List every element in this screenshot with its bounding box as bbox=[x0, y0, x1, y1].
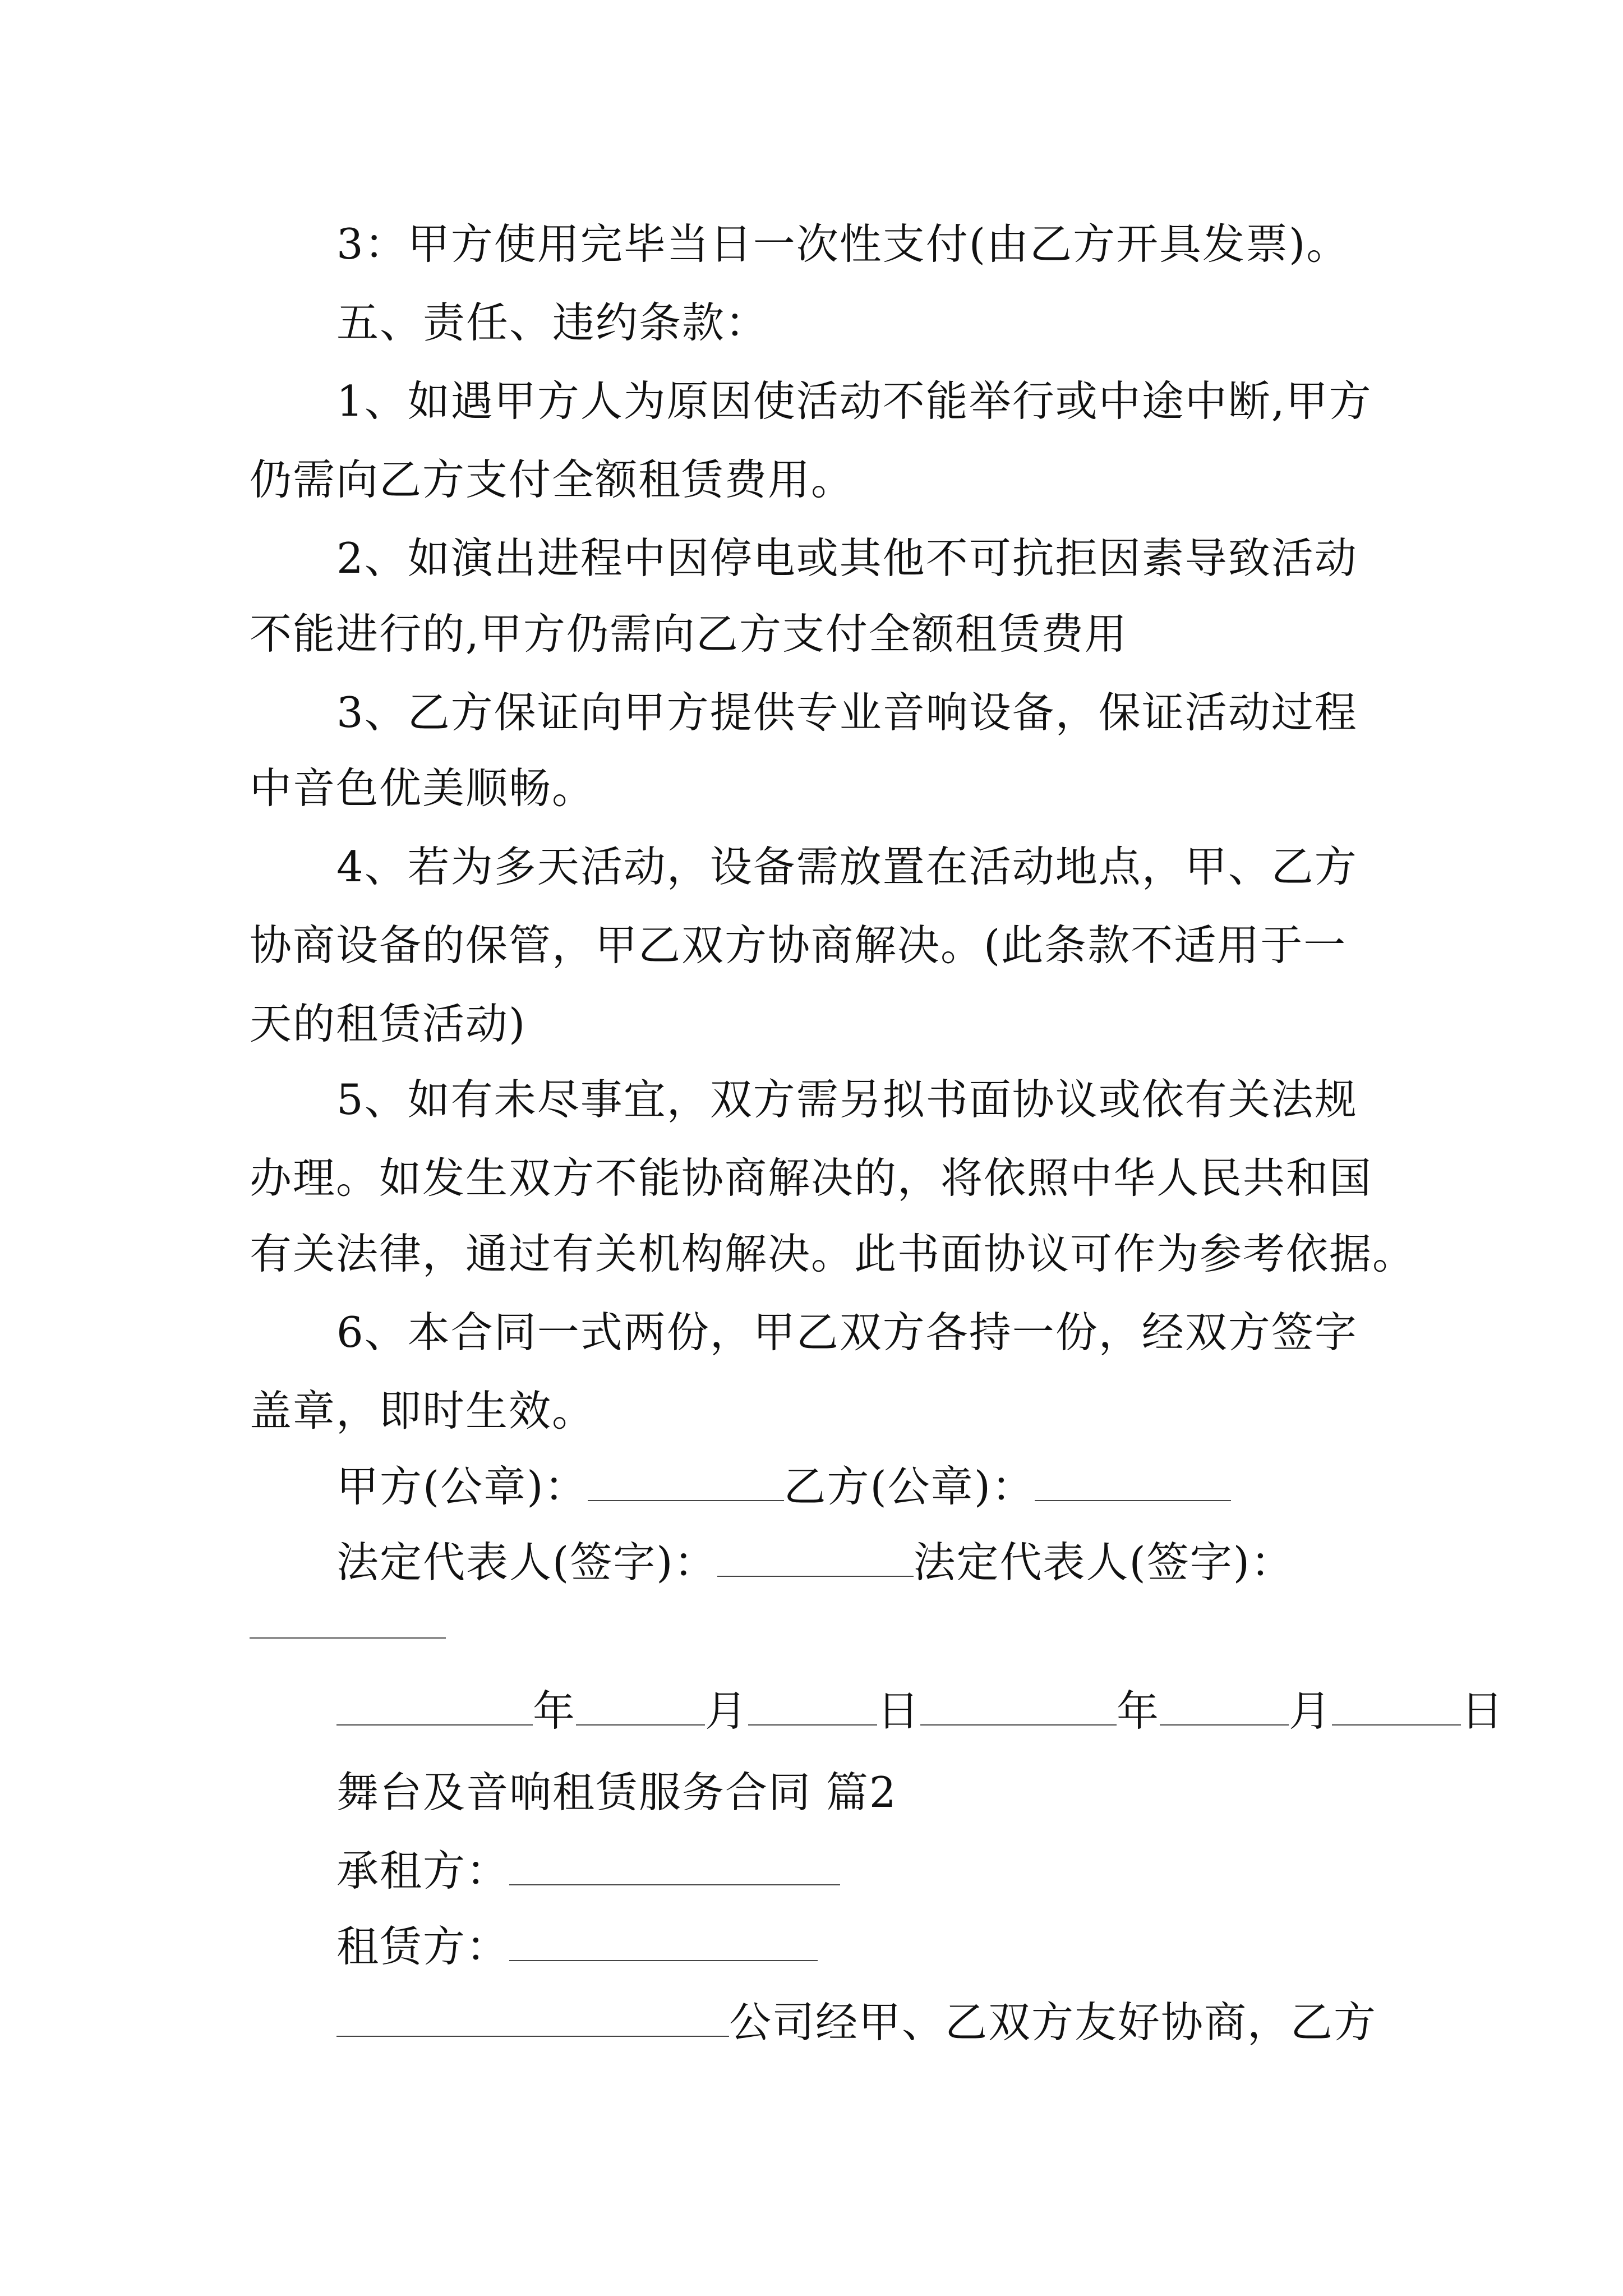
date-a-day-blank[interactable] bbox=[748, 1685, 877, 1726]
date-b-day-label: 日 bbox=[1461, 1686, 1505, 1736]
date-a-month-blank[interactable] bbox=[576, 1685, 705, 1726]
lessee-blank[interactable] bbox=[509, 1845, 840, 1885]
lessee-line bbox=[336, 1843, 840, 1899]
clause-6-line-1: 6、本合同一式两份，甲乙双方各持一份，经双方签字 bbox=[336, 1308, 1358, 1357]
clause-1-line-1: 1、如遇甲方人为原因使活动不能举行或中途中断,甲方 bbox=[336, 376, 1372, 426]
clause-4-line-2: 协商设备的保管，甲乙双方协商解决。(此条款不适用于一 bbox=[250, 921, 1347, 970]
date-b-month-blank[interactable] bbox=[1160, 1685, 1289, 1726]
party-b-seal-label: 乙方(公章)： bbox=[783, 1462, 1035, 1511]
lessor-blank[interactable] bbox=[509, 1921, 818, 1961]
rep-b-blank[interactable] bbox=[250, 1598, 446, 1639]
clause-5-line-2: 办理。如发生双方不能协商解决的，将依照中华人民共和国 bbox=[250, 1153, 1373, 1203]
date-b-year-blank[interactable] bbox=[920, 1685, 1117, 1726]
lessee-label: 承租方： bbox=[336, 1846, 510, 1895]
date-b-month-label: 月 bbox=[1289, 1686, 1332, 1736]
contract-2-intro-text: 公司经甲、乙双方友好协商，乙方 bbox=[729, 1998, 1377, 2047]
rep-b-label: 法定代表人(签字)： bbox=[913, 1538, 1294, 1587]
clause-5-line-1: 5、如有未尽事宜，双方需另拟书面协议或依有关法规 bbox=[336, 1075, 1358, 1124]
date-b-year-label: 年 bbox=[1117, 1686, 1160, 1736]
clause-4-line-1: 4、若为多天活动，设备需放置在活动地点，甲、乙方 bbox=[336, 842, 1358, 891]
clause-3-line-1: 3、乙方保证向甲方提供专业音响设备，保证活动过程 bbox=[336, 688, 1358, 737]
rep-a-label: 法定代表人(签字)： bbox=[336, 1538, 717, 1587]
payment-item-3: 3：甲方使用完毕当日一次性支付(由乙方开具发票)。 bbox=[336, 219, 1350, 269]
date-b-day-blank[interactable] bbox=[1332, 1685, 1461, 1726]
section-heading: 五、责任、违约条款： bbox=[336, 298, 769, 347]
party-b-seal-blank[interactable] bbox=[1035, 1461, 1231, 1501]
rep-b-line bbox=[250, 1596, 446, 1652]
date-a-year-blank[interactable] bbox=[336, 1685, 533, 1726]
clause-2-line-1: 2、如演出进程中因停电或其他不可抗拒因素导致活动 bbox=[336, 533, 1358, 583]
date-a-day-label: 日 bbox=[877, 1686, 921, 1736]
clause-3-line-2: 中音色优美顺畅。 bbox=[250, 763, 596, 813]
clause-1-line-2: 仍需向乙方支付全额租赁费用。 bbox=[250, 455, 855, 504]
party-a-seal-label: 甲方(公章)： bbox=[336, 1462, 588, 1511]
contract-2-title: 舞台及音响租赁服务合同 篇2 bbox=[336, 1768, 897, 1817]
company-name-blank[interactable] bbox=[336, 1996, 729, 2037]
clause-5-line-3: 有关法律，通过有关机构解决。此书面协议可作为参考依据。 bbox=[250, 1229, 1416, 1278]
lessor-line bbox=[336, 1918, 818, 1975]
date-line bbox=[336, 1683, 1504, 1739]
party-a-seal-blank[interactable] bbox=[588, 1461, 784, 1501]
contract-2-intro bbox=[336, 1994, 1377, 2050]
lessor-label: 租赁方： bbox=[336, 1922, 510, 1971]
clause-2-line-2: 不能进行的,甲方仍需向乙方支付全额租赁费用 bbox=[250, 609, 1128, 659]
date-a-month-label: 月 bbox=[705, 1686, 749, 1736]
representative-line bbox=[336, 1534, 1294, 1590]
rep-a-blank[interactable] bbox=[717, 1536, 914, 1577]
clause-4-line-3: 天的租赁活动) bbox=[250, 999, 527, 1048]
seal-line bbox=[336, 1458, 1231, 1515]
clause-6-line-2: 盖章，即时生效。 bbox=[250, 1386, 596, 1435]
date-a-year-label: 年 bbox=[533, 1686, 577, 1736]
